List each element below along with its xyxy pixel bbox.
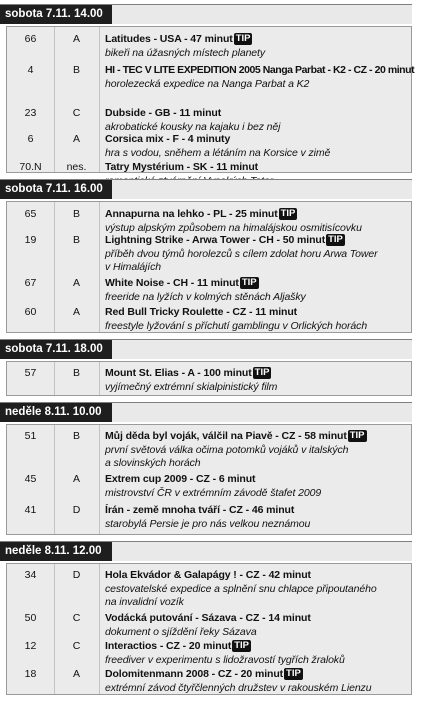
film-title [105,503,411,518]
film-title [105,472,411,487]
film-number: 45 [24,473,37,485]
film-title-text: Mount St. Elias - A - 100 minut [105,367,252,379]
film-title-text: HI - TEC V LITE EXPEDITION 2005 Nanga Parbat - K2 - CZ - 20 minut [105,64,415,76]
film-title-text: Hola Ekvádor & Galapágy ! - CZ - 42 minut [105,569,311,581]
film-title [105,233,411,248]
film-description: freediver v experimentu s lidožravostí tygřích žraloků [105,654,345,666]
film-info [105,429,411,470]
film-group: B [72,367,80,379]
section-datetime: sobota 7.11. 18.00 [0,340,112,359]
film-title-text: Red Bull Tricky Roulette - CZ - 11 minut [105,306,298,318]
film-description: freestyle lyžování s příchutí gamblingu v Orlických horách [105,320,368,332]
film-title [105,305,411,320]
film-group: B [72,208,80,220]
film-number: 18 [24,668,37,680]
tip-badge: TIP [235,33,251,44]
column-divider [99,564,100,694]
film-group: B [72,430,80,442]
film-number: 19 [24,234,37,246]
film-number: 65 [24,208,37,220]
tip-badge: TIP [349,430,365,441]
film-number: 50 [24,612,37,624]
film-info [105,305,411,333]
film-info [105,667,411,695]
film-title [105,611,411,626]
film-title [105,207,411,222]
film-group: A [72,473,80,485]
column-divider [99,202,100,332]
film-group: D [72,504,81,516]
film-description: bikeři na úžasných místech planety [105,47,266,59]
column-divider [54,27,55,172]
section-datetime: neděle 8.11. 12.00 [0,542,112,561]
tip-badge: TIP [280,208,296,219]
film-title-text: Corsica mix - F - 4 minuty [105,133,231,145]
column-divider [99,27,100,172]
film-group: A [72,133,80,145]
section-datetime: sobota 7.11. 14.00 [0,5,112,24]
film-info [105,366,411,394]
film-number: 70.N [19,161,42,173]
film-description: cestovatelské expedice a splnění snu chlapce připoutaného [105,583,377,595]
film-group: A [72,33,80,45]
film-description: akrobatické kousky na kajaku i bez něj [105,121,281,133]
film-number: 41 [24,504,37,516]
film-description: výstup alpským způsobem na himalájskou osmitisícovku [105,222,362,234]
film-description: vyjímečný extrémní skialpinistický film [105,381,278,393]
film-group: nes. [66,161,87,173]
film-number: 4 [27,64,34,76]
film-info [105,611,411,639]
film-info [105,639,411,667]
column-divider [99,425,100,534]
film-info [105,63,415,91]
section-body [6,361,412,396]
film-title-text: Extrem cup 2009 - CZ - 6 minut [105,473,256,485]
film-title-text: Lightning Strike - Arwa Tower - CH - 50 minut [105,234,326,246]
film-group: B [72,234,80,246]
film-number: 51 [24,430,37,442]
film-info [105,233,411,274]
film-description: v Himalájích [105,261,161,273]
film-group: C [72,612,81,624]
film-title [105,106,411,121]
film-description: starobylá Persie je pro nás velkou neznámou [105,518,311,530]
film-title-text: Můj děda byl voják, válčil na Piavě - CZ - 58 minut [105,430,347,442]
tip-badge: TIP [254,367,270,378]
film-number: 6 [27,133,34,145]
film-title-text: White Noise - CH - 11 minut [105,277,239,289]
film-info [105,503,411,531]
film-description: horolezecká expedice na Nanga Parbat a K2 [105,78,310,90]
film-description: první světová válka očima potomků vojáků v italských [105,444,349,456]
column-divider [99,362,100,395]
tip-badge: TIP [241,277,257,288]
film-group: B [72,64,80,76]
film-title [105,568,411,583]
film-group: C [72,107,81,119]
film-title [105,667,411,682]
film-description: extrémní závod čtyřčlenných družstev v rakouském Lienzu [105,682,372,694]
film-number: 34 [24,569,37,581]
section-body [6,424,412,535]
section-datetime: neděle 8.11. 10.00 [0,403,112,422]
film-group: A [72,668,80,680]
section-header [0,4,412,24]
film-number: 66 [24,33,37,45]
film-title-text: Dolomitenmann 2008 - CZ - 20 minut [105,668,284,680]
film-info [105,106,411,134]
section-body [6,201,412,333]
film-info [105,207,411,235]
film-info [105,32,411,60]
film-group: A [72,277,80,289]
film-title-text: Írán - země mnoha tváří - CZ - 46 minut [105,504,295,516]
film-description: příběh dvou týmů horolezců s cílem zdolat horu Arwa Tower [105,248,378,260]
tip-badge: TIP [328,234,343,245]
film-title [105,429,411,444]
section-header [0,339,412,359]
film-title [105,639,411,654]
film-info [105,276,411,304]
film-number: 57 [24,367,37,379]
film-description: mistrovství ČR v extrémním závodě štafet 2009 [105,487,322,499]
film-title-text: Dubside - GB - 11 minut [105,107,222,119]
film-info [105,568,411,609]
film-title-text: Latitudes - USA - 47 minut [105,33,233,45]
film-description: dokument o sjíždění řeky Sázava [105,626,257,638]
section-datetime: sobota 7.11. 16.00 [0,180,112,199]
tip-badge: TIP [286,668,301,679]
film-title [105,132,411,147]
section-header [0,179,412,199]
section-body [6,26,415,173]
film-title [105,63,415,78]
section-body [6,563,412,695]
film-info [105,472,411,500]
section-header [0,402,412,422]
film-number: 67 [24,277,37,289]
tip-badge: TIP [234,640,250,651]
film-title-text: Annapurna na lehko - PL - 25 minut [105,208,278,220]
section-header [0,541,412,561]
film-title [105,276,411,291]
film-description: freeride na lyžích v kolmých stěnách Aljašky [105,291,306,303]
film-title [105,32,411,47]
film-title [105,160,411,175]
film-group: D [72,569,81,581]
film-description: a slovinských horách [105,457,201,469]
film-group: C [72,640,81,652]
film-number: 23 [24,107,37,119]
film-number: 60 [24,306,37,318]
film-description: na invalidní vozík [105,596,184,608]
film-info [105,132,411,160]
film-title [105,366,411,381]
film-description: hra s vodou, sněhem a létáním na Korsice v zimě [105,147,331,159]
film-title-text: Tatry Mystérium - SK - 11 minut [105,161,259,173]
film-group: A [72,306,80,318]
film-title-text: Interactios - CZ - 20 minut [105,640,232,652]
film-number: 12 [24,640,37,652]
film-title-text: Vodácká putování - Sázava - CZ - 14 minut [105,612,311,624]
